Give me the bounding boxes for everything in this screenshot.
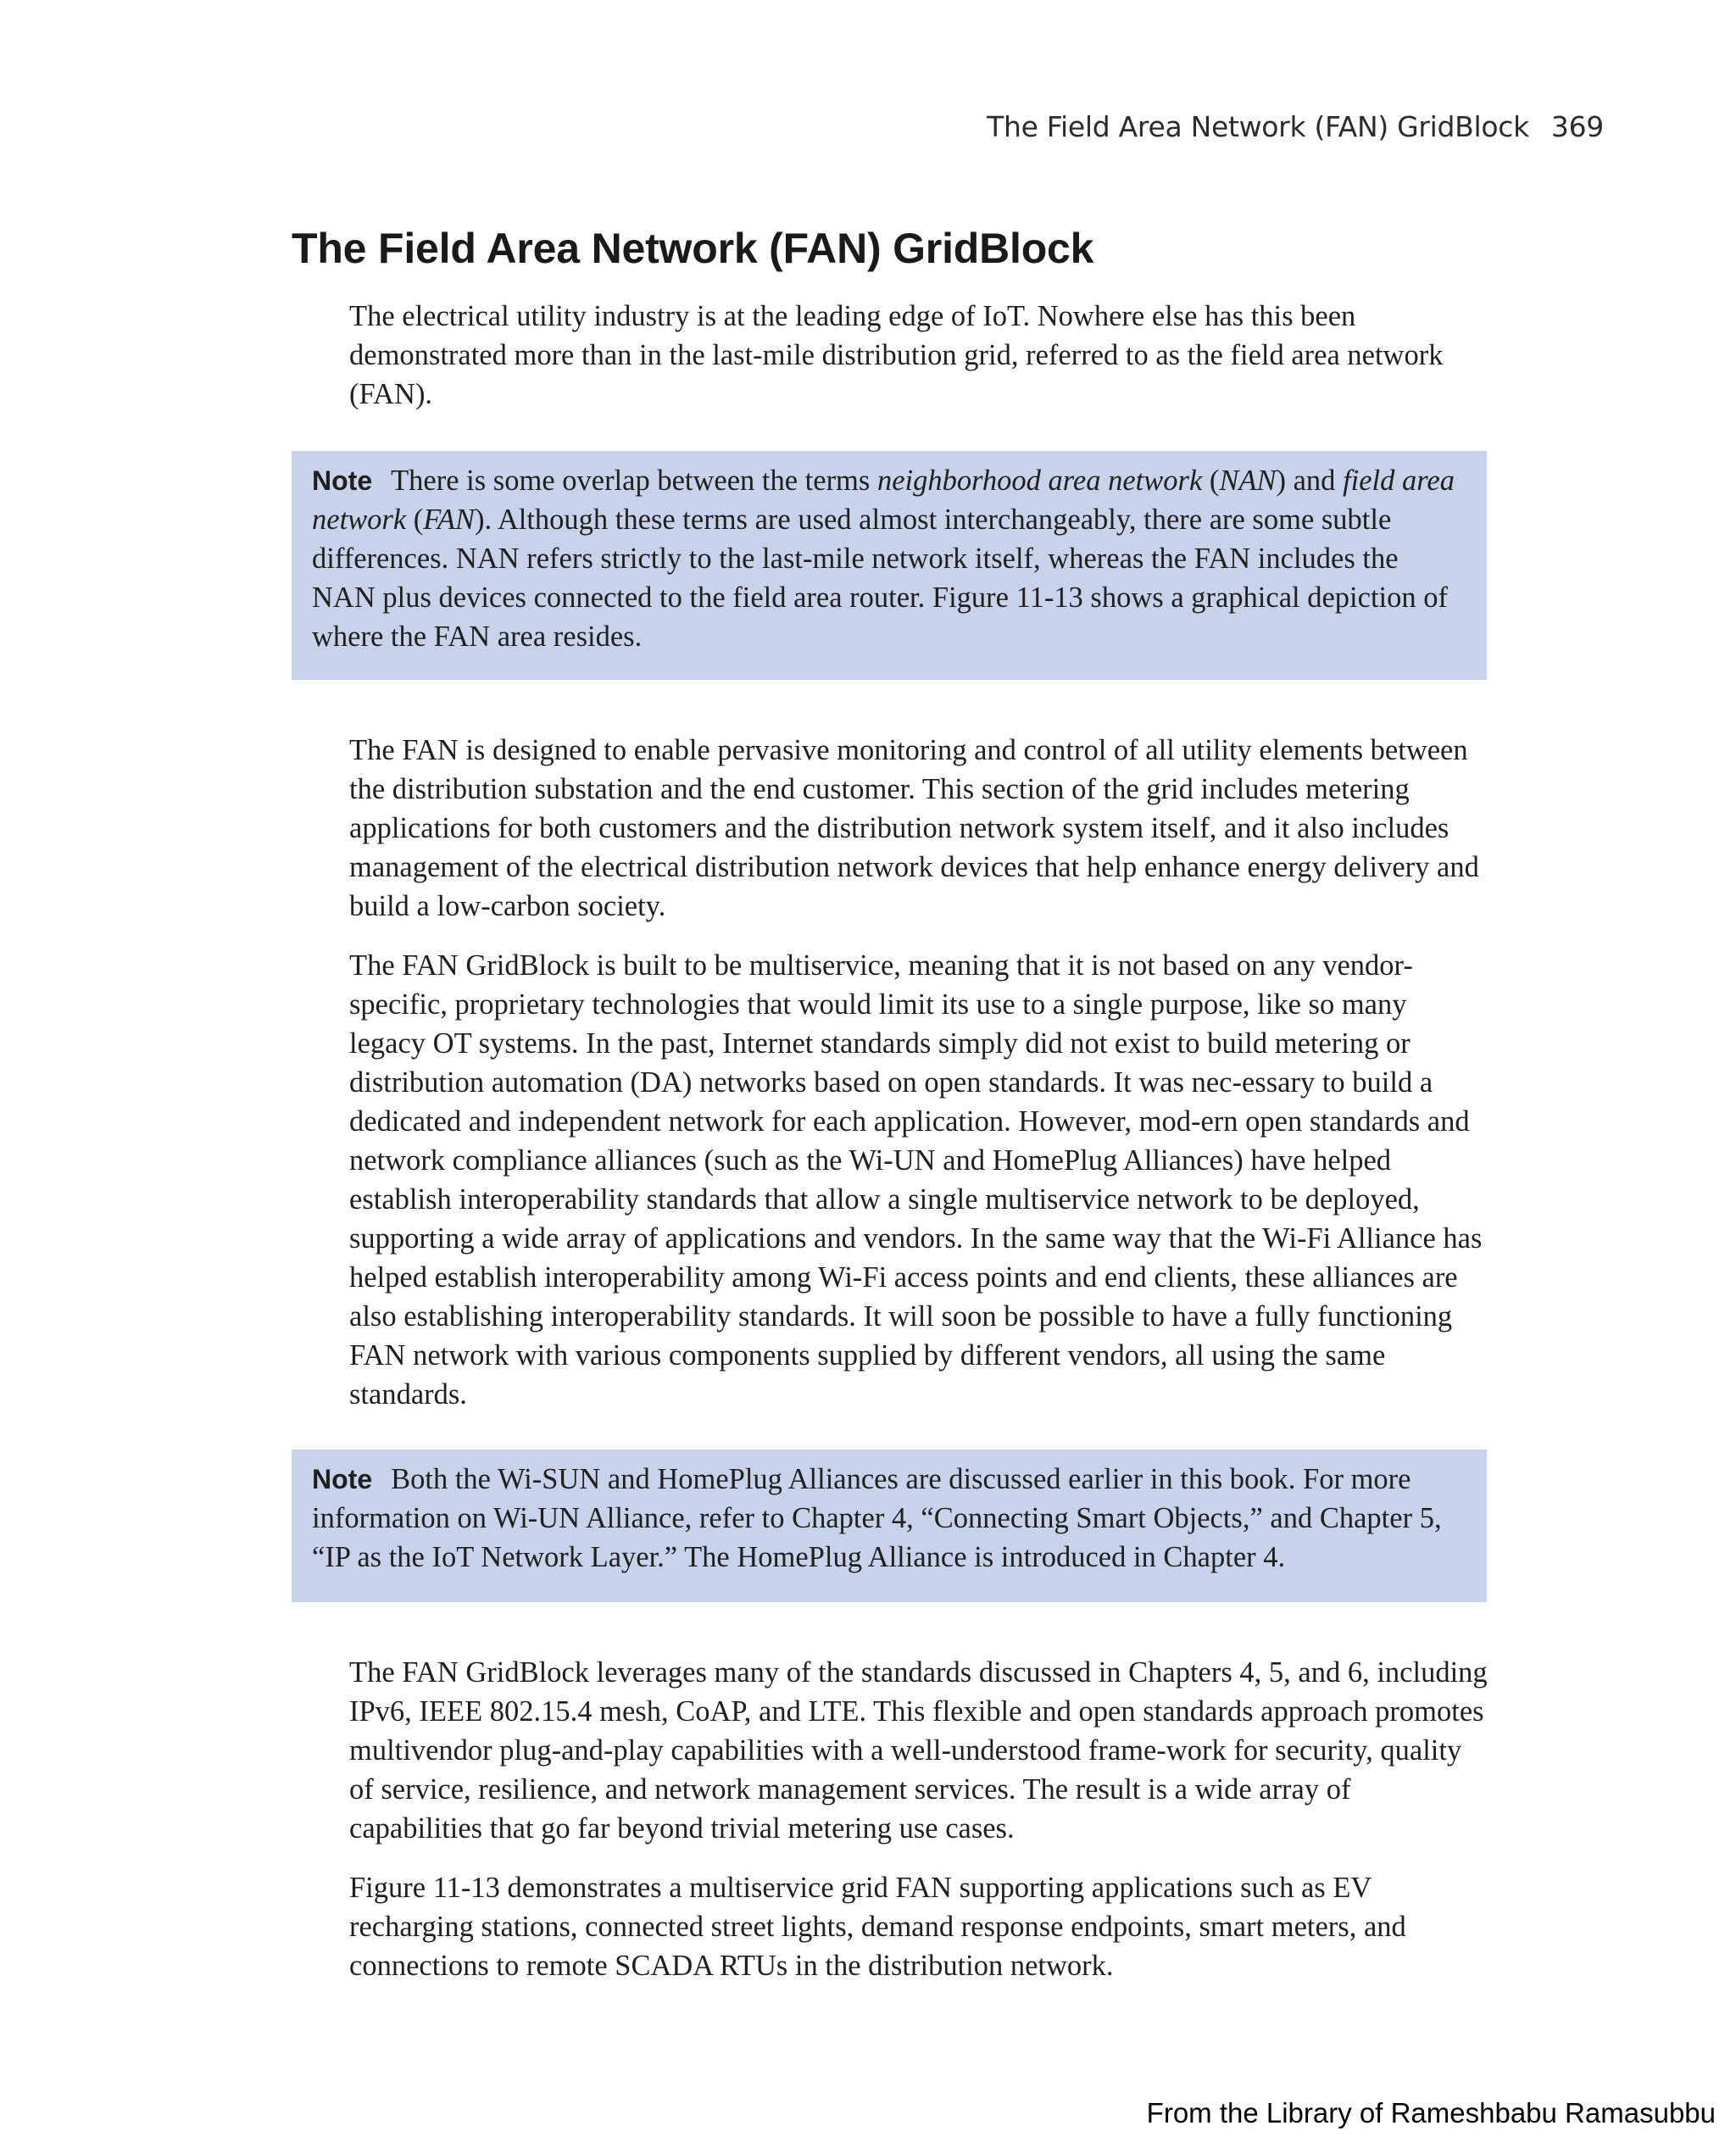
note-label: Note bbox=[312, 1464, 373, 1494]
library-watermark: From the Library of Rameshbabu Ramasubbu bbox=[1146, 2097, 1716, 2129]
note-term-nan: neighborhood area network bbox=[876, 465, 1203, 497]
paragraph-intro: The electrical utility industry is at the leading edge of IoT. Nowhere else has this been demonstrated more than in the last-mile distribution grid, referred to as the field area network (FAN). bbox=[349, 300, 1444, 410]
note-text-part: ) and bbox=[1276, 465, 1344, 497]
running-head bbox=[987, 110, 1604, 143]
note-label: Note bbox=[312, 465, 373, 496]
note-text-part: ( bbox=[1202, 465, 1220, 497]
note-box-nan-fan bbox=[292, 451, 1487, 680]
paragraph-standards: The FAN GridBlock leverages many of the standards discussed in Chapters 4, 5, and 6, including IPv6, IEEE 802.15.4 mesh, CoAP, and LTE. This flexible and open standards approach promotes multivendor plug-and-play capabilities with a well-understood frame-work for security, quality of service, resilience, and network management services. The result is a wide array of capabilities that go far beyond trivial metering use cases. bbox=[349, 1656, 1488, 1845]
note-abbr-nan: NAN bbox=[1219, 465, 1277, 497]
note-text: Both the Wi-SUN and HomePlug Alliances are discussed earlier in this book. For more information on Wi-UN Alliance, refer to Chapter 4, “Connecting Smart Objects,” and Chapter 5, “IP as the IoT Network Layer.” The HomePlug Alliance is introduced in Chapter 4. bbox=[312, 1463, 1442, 1573]
note-text-part: ( bbox=[406, 504, 424, 536]
note-text-part: There is some overlap between the terms bbox=[391, 465, 877, 497]
page-number: 369 bbox=[1550, 110, 1604, 143]
section-title: The Field Area Network (FAN) GridBlock bbox=[292, 225, 1094, 272]
paragraph-figure-ref: Figure 11-13 demonstrates a multiservice grid FAN supporting applications such as EV recharging stations, connected street lights, demand response endpoints, smart meters, and connections to remote SCADA RTUs in the distribution network. bbox=[349, 1872, 1406, 1982]
running-head-title: The Field Area Network (FAN) GridBlock bbox=[987, 110, 1529, 143]
paragraph-fan-design: The FAN is designed to enable pervasive monitoring and control of all utility elements between the distribution substation and the end customer. This section of the grid includes metering applications for both customers and the distribution network system itself, and it also includes management of the electrical distribution network devices that help enhance energy delivery and build a low-carbon society. bbox=[349, 734, 1479, 922]
note-abbr-fan: FAN bbox=[423, 504, 475, 536]
note-box-alliances bbox=[292, 1450, 1487, 1602]
note-text-part: ). Although these terms are used almost interchangeably, there are some subtle differences. NAN refers strictly to the last-mile network itself, whereas the FAN includes the NAN plus devices connected to the field area router. Figure 11-13 shows a graphical depiction of where the FAN area resides. bbox=[312, 504, 1448, 653]
paragraph-multiservice: The FAN GridBlock is built to be multiservice, meaning that it is not based on any vendor-specific, proprietary technologies that would limit its use to a single purpose, like so many legacy OT systems. In the past, Internet standards simply did not exist to build metering or distribution automation (DA) networks based on open standards. It was nec-essary to build a dedicated and independent network for each application. However, mod-ern open standards and network compliance alliances (such as the Wi-UN and HomePlug Alliances) have helped establish interoperability standards that allow a single multiservice network to be deployed, supporting a wide array of applications and vendors. In the same way that the Wi-Fi Alliance has helped establish interoperability among Wi-Fi access points and end clients, these alliances are also establishing interoperability standards. It will soon be possible to have a fully functioning FAN network with various components supplied by different vendors, all using the same standards. bbox=[349, 949, 1483, 1411]
note-term-fan: field area network bbox=[312, 465, 1455, 536]
